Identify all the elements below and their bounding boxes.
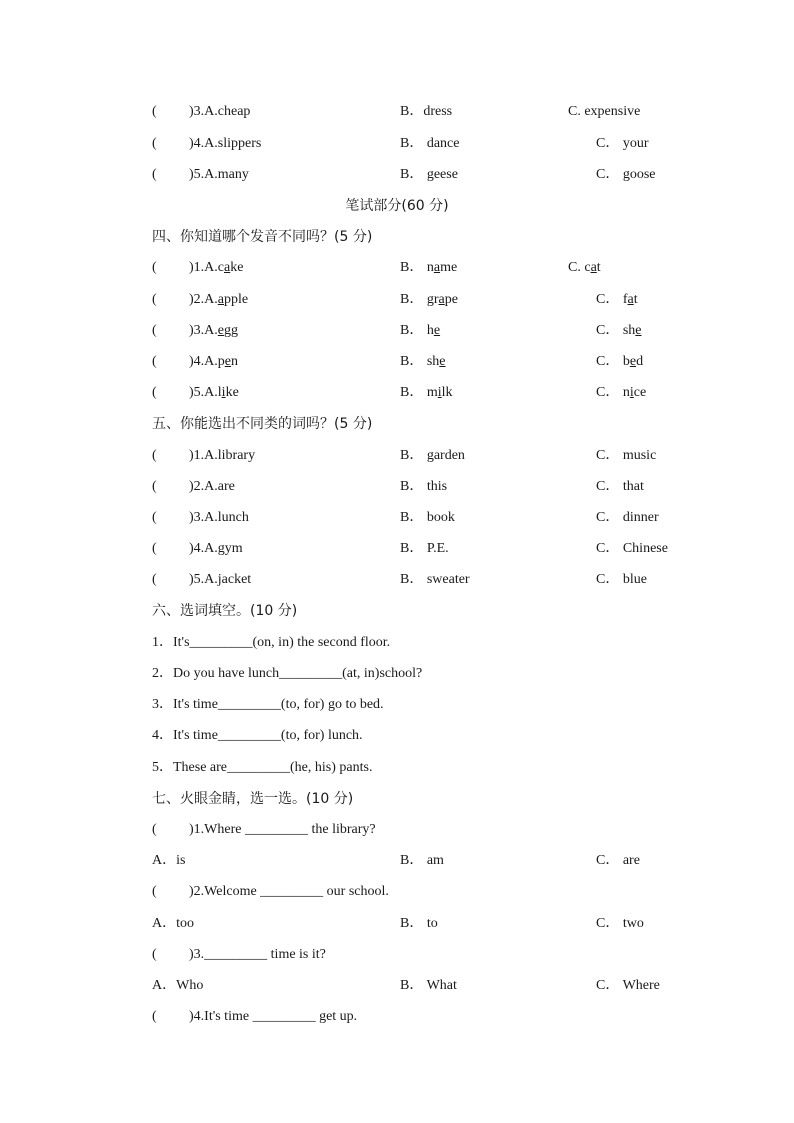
option-b: B． to <box>400 916 438 931</box>
fill-blank-item <box>0 725 794 747</box>
section-heading <box>0 413 794 435</box>
option-c: C. expensive <box>568 104 641 119</box>
question-row <box>0 538 794 560</box>
answer-paren: ( <box>152 104 157 119</box>
option-c: C． Chinese <box>596 541 668 556</box>
answer-paren: ( <box>152 260 157 275</box>
fill-blank-item <box>0 757 794 779</box>
question-text: )4.It's time _________ get up. <box>189 1009 358 1024</box>
option-a: )1.A.cake <box>189 260 244 275</box>
option-a: )4.A.gym <box>189 541 243 556</box>
option-c: C． that <box>596 479 644 494</box>
question-text: )3._________ time is it? <box>189 947 326 962</box>
question-row <box>0 257 794 279</box>
question-row <box>0 351 794 373</box>
option-a: )5.A.jacket <box>189 572 252 587</box>
option-b: B． book <box>400 510 455 525</box>
option-c: C. cat <box>568 260 601 275</box>
option-a: A．too <box>152 916 194 931</box>
fill-blank-text: 1．It's_________(on, in) the second floor. <box>152 635 391 650</box>
option-c: C． are <box>596 853 640 868</box>
question-text: )2.Welcome _________ our school. <box>189 884 389 899</box>
question-row <box>0 289 794 311</box>
answer-paren: ( <box>152 479 157 494</box>
option-a: )3.A.egg <box>189 323 238 338</box>
option-c: C． Where <box>596 978 660 993</box>
option-b: B． grape <box>400 292 458 307</box>
answer-paren: ( <box>152 292 157 307</box>
answer-paren: ( <box>152 354 157 369</box>
option-c: C． blue <box>596 572 647 587</box>
answer-paren: ( <box>152 572 157 587</box>
answer-paren: ( <box>152 510 157 525</box>
options-row <box>0 975 794 997</box>
section6-heading: 六、选词填空。(10 分) <box>152 603 298 619</box>
question-stem <box>0 881 794 903</box>
written-part-title <box>0 195 794 217</box>
question-row <box>0 382 794 404</box>
fill-blank-text: 2．Do you have lunch_________(at, in)school? <box>152 666 423 681</box>
option-c: C． music <box>596 448 657 463</box>
option-b: B． sweater <box>400 572 470 587</box>
options-row <box>0 913 794 935</box>
option-c: C． fat <box>596 292 638 307</box>
fill-blank-text: 4．It's time_________(to, for) lunch. <box>152 728 363 743</box>
question-row <box>0 164 794 186</box>
option-a: )5.A.many <box>189 167 249 182</box>
option-b: B． this <box>400 479 448 494</box>
section7-heading: 七、火眼金睛，选一选。(10 分) <box>152 791 354 807</box>
question-row <box>0 320 794 342</box>
question-row <box>0 569 794 591</box>
answer-paren: ( <box>152 385 157 400</box>
answer-paren: ( <box>152 822 157 837</box>
option-a: )2.A.apple <box>189 292 249 307</box>
option-c: C． goose <box>596 167 656 182</box>
option-b: B． geese <box>400 167 458 182</box>
question-row <box>0 507 794 529</box>
fill-blank-item <box>0 632 794 654</box>
section4-heading: 四、你知道哪个发音不同吗？(5 分) <box>152 229 373 245</box>
option-a: A．Who <box>152 978 204 993</box>
option-a: A．is <box>152 853 186 868</box>
question-row <box>0 133 794 155</box>
answer-paren: ( <box>152 448 157 463</box>
option-c: C． nice <box>596 385 647 400</box>
question-row <box>0 101 794 123</box>
option-a: )4.A.slippers <box>189 136 262 151</box>
written-part-title-text: 笔试部分(60 分) <box>345 198 449 214</box>
fill-blank-item <box>0 694 794 716</box>
option-a: )1.A.library <box>189 448 256 463</box>
answer-paren: ( <box>152 541 157 556</box>
option-a: )5.A.like <box>189 385 239 400</box>
question-row <box>0 445 794 467</box>
options-row <box>0 850 794 872</box>
answer-paren: ( <box>152 323 157 338</box>
answer-paren: ( <box>152 136 157 151</box>
option-a: )2.A.are <box>189 479 235 494</box>
question-stem <box>0 819 794 841</box>
fill-blank-text: 3．It's time_________(to, for) go to bed. <box>152 697 384 712</box>
option-b: B． dance <box>400 136 460 151</box>
question-stem <box>0 1006 794 1028</box>
question-row <box>0 476 794 498</box>
option-a: )4.A.pen <box>189 354 238 369</box>
section-heading <box>0 600 794 622</box>
option-b: B． he <box>400 323 441 338</box>
section-heading <box>0 226 794 248</box>
option-b: B． name <box>400 260 458 275</box>
fill-blank-text: 5．These are_________(he, his) pants. <box>152 760 373 775</box>
option-c: C． she <box>596 323 642 338</box>
option-a: )3.A.cheap <box>189 104 251 119</box>
question-stem <box>0 944 794 966</box>
option-b: B．dress <box>400 104 453 119</box>
answer-paren: ( <box>152 167 157 182</box>
option-b: B． she <box>400 354 446 369</box>
question-text: )1.Where _________ the library? <box>189 822 376 837</box>
option-b: B． What <box>400 978 457 993</box>
section5-heading: 五、你能选出不同类的词吗？(5 分) <box>152 416 373 432</box>
option-c: C． bed <box>596 354 644 369</box>
option-b: B． P.E. <box>400 541 449 556</box>
fill-blank-item <box>0 663 794 685</box>
option-b: B． am <box>400 853 444 868</box>
option-a: )3.A.lunch <box>189 510 249 525</box>
option-c: C． your <box>596 136 649 151</box>
option-c: C． dinner <box>596 510 659 525</box>
option-c: C． two <box>596 916 644 931</box>
section-heading <box>0 788 794 810</box>
option-b: B． milk <box>400 385 453 400</box>
answer-paren: ( <box>152 884 157 899</box>
answer-paren: ( <box>152 1009 157 1024</box>
option-b: B． garden <box>400 448 465 463</box>
answer-paren: ( <box>152 947 157 962</box>
